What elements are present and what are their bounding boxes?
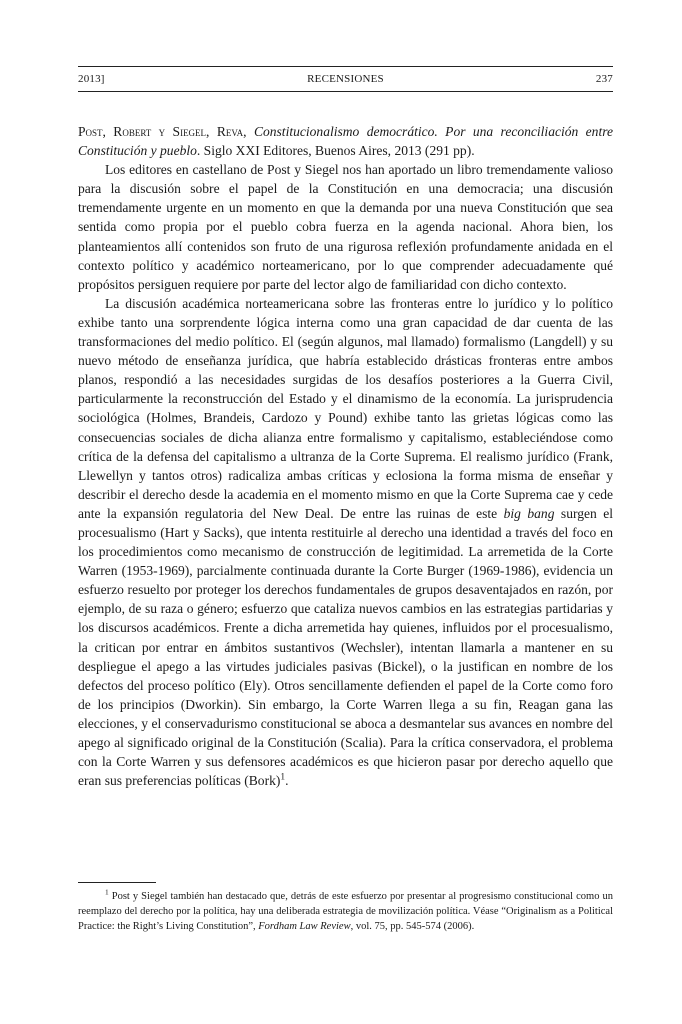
review-body bbox=[78, 122, 613, 790]
footnote-text-a: Post y Siegel también han destacado que, detrás de este esfuerzo por presentar al progresismo constitucional como un reemplazo del derecho por la política, hay una deliberada estrategia de movilización política. Véase “Originalism as a Political Practice: the Right’s Living Constitution”, bbox=[78, 891, 613, 933]
emphasis-big-bang: big bang bbox=[503, 505, 555, 521]
paragraph-2-text-b: surgen el procesualismo (Hart y Sacks), que intenta restituirle al derecho una identidad a través del foco en los procedimientos como mecanismo de construcción de legitimidad. La arremetida de la Corte Warren (1953-1969), parcialmente continuada durante la Corte Burger (1969-1986), evidencia un esfuerzo resuelto por proteger los derechos fundamentales de grupos desaventajados en razón, por ejemplo, de su raza o género; esfuerzo que cataliza nuevos cambios en las estrategias partidarias y los discursos académicos. Frente a dicha arremetida hay quienes, influidos por el procesualismo, la critican por entrar en ámbitos sustantivos (Wechsler), intentan llamarla a mantener en su despliegue el apego a las virtudes judiciales pasivas (Bickel), o la justifican en nombre de los defectos del proceso político (Ely). Otros sencillamente defienden el papel de la Corte como foro de los principios (Dworkin). Sin embargo, la Corte Warren llega a su fin, Reagan gana las elecciones, y el conservadurismo constitucional se aboca a desmantelar sus avances en nombre del apego al significado original de la Constitución (Scalia). Para la crítica conservadora, el problema con la Corte Warren y sus defensores académicos es que hicieron pasar por derecho aquello que eran sus preferencias políticas (Bork) bbox=[78, 505, 614, 789]
footnote-marker[interactable]: 1 bbox=[280, 772, 286, 783]
footnote-text-b: , vol. 75, pp. 545-574 (2006). bbox=[350, 921, 475, 933]
paragraph-1: Los editores en castellano de Post y Siegel nos han aportado un libro tremendamente valioso para la discusión sobre el papel de la Constitución en una democracia; una discusión tremendamente urgente en un momento en que la demanda por una nueva Constitución que sea sentida como propia por el pueblo cobra fuerza en la agenda nacional. Ahora bien, los planteamientos allí contenidos son fruto de una rigurosa reflexión profundamente anidada en el contexto político y académico norteamericano, por lo que comprender adecuadamente qué propósitos persiguen requiere por parte del lector algo de familiaridad con dicho contexto. bbox=[78, 162, 613, 292]
footnote bbox=[78, 889, 613, 935]
paragraph-2-text-a: La discusión académica norteamericana sobre las fronteras entre lo jurídico y lo político exhibe tanto una sorprendente lógica interna como una gran capacidad de dar cuenta de las transformaciones del medio político. El (según algunos, mal llamado) formalismo (Langdell) y su nuevo método de enseñanza jurídica, que habría establecido drásticas fronteras entre ambos planos, respondió a las necesidades surgidas de los desafíos posteriores a la Guerra Civil, particularmente la reconstrucción del Estado y el dinamismo de la economía. La jurisprudencia sociológica (Holmes, Brandeis, Cardozo y Pound) exhibe tanto las grietas lógicas como las consecuencias sociales de dicha alianza entre formalismo y capitalismo, estableciéndose como crítica de la defensa del capitalismo a ultranza de la Corte Suprema. El realismo jurídico (Frank, Llewellyn y tantos otros) radicaliza ambas críticas y eclosiona la forma misma de enseñar y describir el derecho desde la academia en el momento mismo en que la Corte Suprema cae y cede ante la expansión regulatoria del New Deal. De entre las ruinas de este bbox=[78, 295, 613, 521]
footnote-divider bbox=[78, 882, 156, 883]
header-year: 2013] bbox=[78, 73, 105, 85]
header-section-title: RECENSIONES bbox=[307, 73, 384, 85]
footnote-paragraph bbox=[78, 889, 613, 935]
book-publisher: . Siglo XXI Editores, Buenos Aires, 2013 (291 pp). bbox=[196, 143, 475, 159]
paragraph-2 bbox=[78, 294, 613, 790]
paragraph-2-end: . bbox=[285, 773, 289, 789]
footnote-number: 1 bbox=[105, 887, 109, 897]
book-title: Constitucionalismo democrático. Por una reconciliación entre Constitución y pueblo bbox=[78, 124, 613, 159]
book-reference bbox=[78, 122, 613, 160]
header-page-number: 237 bbox=[595, 73, 613, 85]
footnote-journal: Fordham Law Review bbox=[258, 921, 351, 933]
running-header bbox=[78, 66, 613, 92]
book-authors: Post, Robert y Siegel, Reva, bbox=[78, 124, 247, 139]
